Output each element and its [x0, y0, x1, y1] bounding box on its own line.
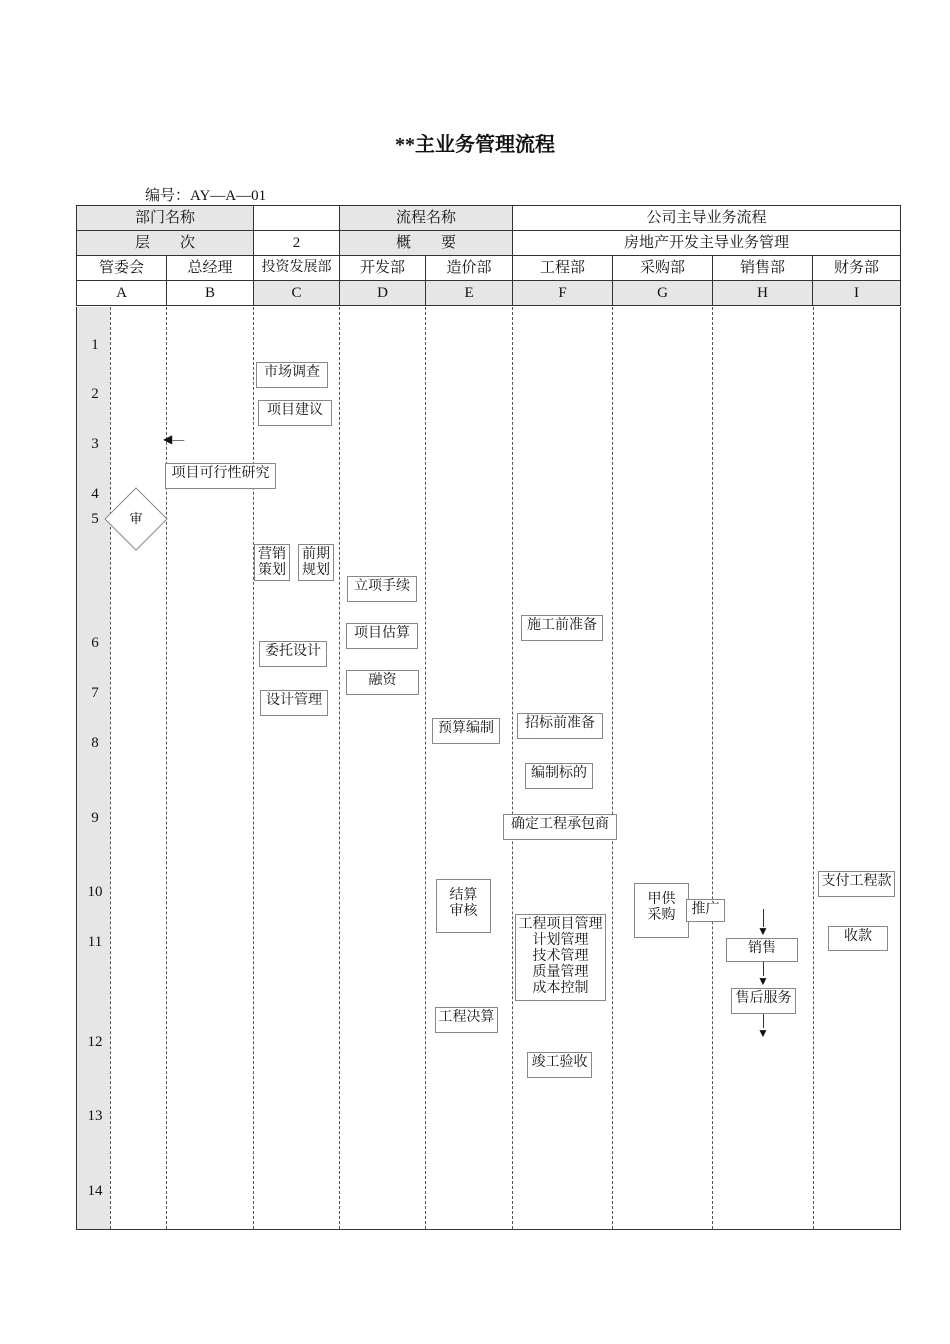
promotion-box: 推广 [686, 899, 725, 922]
project-proposal-box: 项目建议 [258, 400, 332, 426]
after-sales-box: 售后服务 [731, 988, 796, 1014]
dept-header: 工程部 [513, 256, 613, 281]
column-letter: F [513, 281, 613, 306]
dept-header: 采购部 [613, 256, 713, 281]
lane-divider [425, 307, 426, 1229]
row-number: 14 [87, 1183, 103, 1199]
settlement-audit-box: 结算 审核 [436, 879, 491, 933]
column-letter: I [813, 281, 901, 306]
commission-design-box: 委托设计 [259, 641, 327, 667]
arrow-down-icon: ▼ [757, 924, 769, 938]
sales-box: 销售 [726, 938, 798, 962]
row-number: 1 [91, 337, 99, 353]
dept-header: 造价部 [426, 256, 513, 281]
row-number: 8 [91, 735, 99, 751]
feasibility-box: 项目可行性研究 [165, 463, 276, 489]
row-number: 9 [91, 810, 99, 826]
row-number: 2 [91, 386, 99, 402]
lane-divider [253, 307, 254, 1229]
document-code: 编号：AY—A—01 [145, 188, 267, 204]
page-title: **主业务管理流程 [395, 134, 555, 156]
contractor-box: 确定工程承包商 [503, 814, 617, 840]
lane-divider [339, 307, 340, 1229]
column-letter: B [167, 281, 254, 306]
row-number: 3 [91, 436, 99, 452]
column-letter: D [340, 281, 426, 306]
design-mgmt-box: 设计管理 [260, 690, 328, 716]
arrow-down-icon: ▼ [757, 1026, 769, 1040]
level-label: 层 次 [77, 231, 254, 256]
row-number: 4 [91, 486, 99, 502]
row-number: 10 [87, 884, 103, 900]
row-number: 13 [87, 1108, 103, 1124]
summary-value: 房地产开发主导业务管理 [513, 231, 901, 256]
lane-divider [813, 307, 814, 1229]
level-value: 2 [254, 231, 340, 256]
owner-purchase-box: 甲供 采购 [634, 883, 689, 938]
lane-divider [712, 307, 713, 1229]
pay-box: 支付工程款 [818, 871, 895, 897]
arrow-down-icon: ▼ [757, 974, 769, 988]
process-name-value: 公司主导业务流程 [513, 206, 901, 231]
row-number: 7 [91, 685, 99, 701]
column-letter: A [77, 281, 167, 306]
budget-box: 预算编制 [432, 718, 500, 744]
market-research-box: 市场调查 [256, 362, 328, 388]
dept-header: 开发部 [340, 256, 426, 281]
tender-doc-box: 编制标的 [525, 763, 593, 789]
lane-divider [612, 307, 613, 1229]
preliminary-plan-box: 前期 规划 [298, 544, 334, 581]
final-account-box: 工程决算 [435, 1007, 498, 1033]
process-name-label: 流程名称 [340, 206, 513, 231]
column-letter: C [254, 281, 340, 306]
dept-name-value [254, 206, 340, 231]
row-number: 6 [91, 635, 99, 651]
flow-area [76, 307, 901, 1230]
row-number: 5 [91, 511, 99, 527]
pre-construction-box: 施工前准备 [521, 615, 603, 641]
dept-header: 总经理 [167, 256, 254, 281]
dept-header: 投资发展部 [254, 256, 340, 281]
acceptance-box: 竣工验收 [527, 1052, 592, 1078]
collect-box: 收款 [828, 926, 888, 951]
column-letter: G [613, 281, 713, 306]
column-letter: E [426, 281, 513, 306]
lane-divider [512, 307, 513, 1229]
financing-box: 融资 [346, 670, 419, 695]
column-letter: H [713, 281, 813, 306]
marketing-plan-box: 营销 策划 [254, 544, 290, 581]
row-number: 12 [87, 1034, 103, 1050]
approve-label: 审 [129, 511, 143, 526]
project-approval-box: 立项手续 [347, 576, 417, 602]
project-estimate-box: 项目估算 [346, 623, 418, 649]
dept-header: 财务部 [813, 256, 901, 281]
row-number: 11 [87, 934, 103, 950]
dept-name-label: 部门名称 [77, 206, 254, 231]
project-mgmt-box: 工程项目管理 计划管理 技术管理 质量管理 成本控制 [515, 914, 606, 1001]
header-table [76, 205, 901, 306]
lane-divider [110, 307, 111, 1229]
approve-diamond [104, 487, 168, 551]
dept-header: 销售部 [713, 256, 813, 281]
dept-header: 管委会 [77, 256, 167, 281]
summary-label: 概 要 [340, 231, 513, 256]
pre-tender-box: 招标前准备 [517, 713, 603, 739]
arrow-left-icon: ◀— [163, 432, 185, 446]
